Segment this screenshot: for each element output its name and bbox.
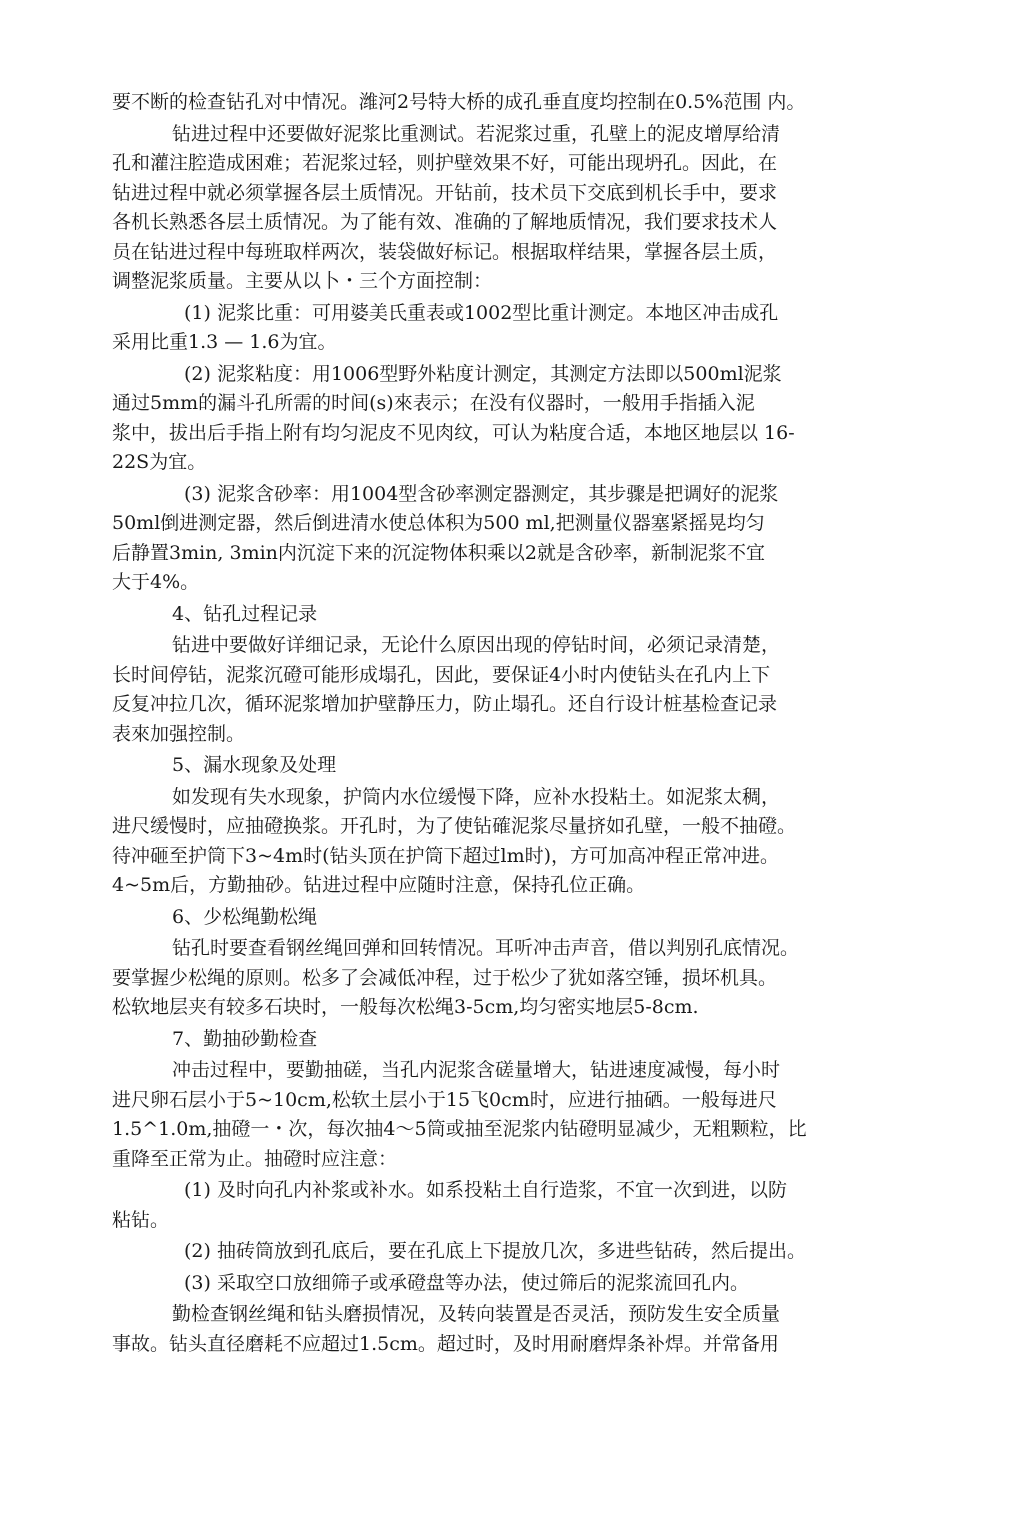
text-line: 钻进中要做好详细记录，无论什么原因出现的停钻时间，必须记录清楚，: [172, 634, 781, 656]
text-line: (3) 泥浆含砂率：用1004型含砂率测定器测定，其步骤是把调好的泥浆: [184, 482, 779, 505]
paragraph: [112, 1176, 912, 1237]
paragraph: [112, 360, 912, 480]
text-line: 松软地层夹有较多石块时，一般每次松绳3-5cm,均匀密实地层5-8cm.: [112, 996, 699, 1018]
text-line: (3) 采取空口放细筛子或承磴盘等办法，使过筛后的泥浆流回孔内。: [184, 1271, 749, 1294]
text-line: 各机长熟悉各层土质情况。为了能有效、准确的了解地质情况，我们要求技术人: [112, 211, 778, 233]
text-line: 重降至正常为止。抽磴时应注意：: [112, 1147, 398, 1170]
text-line: 浆中，拔出后手指上附有均匀泥皮不见肉纹，可认为粘度合适，本地区地层以 16-: [112, 421, 795, 444]
text-line: 调整泥浆质量。主要从以卜・三个方面控制：: [112, 270, 493, 292]
section-heading: [112, 751, 912, 783]
text-line: 反复冲拉几次，循环泥浆增加护壁静压力，防止塌孔。还自行设计桩基检查记录: [112, 693, 778, 715]
paragraph: [112, 631, 912, 751]
document-page: [112, 88, 912, 1361]
text-line: (1) 泥浆比重：可用婆美氏重表或1002型比重计测定。本地区冲击成孔: [184, 301, 779, 324]
text-line: 22S为宜。: [112, 451, 207, 473]
text-line: 大于4%。: [112, 571, 200, 593]
text-line: 表來加强控制。: [112, 722, 246, 745]
paragraph: [112, 88, 912, 120]
text-line: 进尺卵石层小于5~10cm,松软土层小于15飞0cm时，应进行抽硒。一般每进尺: [112, 1088, 777, 1111]
paragraph: [112, 783, 912, 903]
text-line: 待冲砸至护筒下3~4m时(钻头顶在护筒下超过lm时)，方可加高冲程正常冲进。: [112, 844, 780, 867]
heading-text: 4、钻孔过程记录: [172, 602, 318, 625]
paragraph: [112, 120, 912, 299]
text-line: 要不断的检查钻孔对中情况。潍河2号特大桥的成孔垂直度均控制在0.5%范围 内。: [112, 91, 806, 113]
text-line: (1) 及时向孔内补浆或补水。如系投粘土自行造浆，不宜一次到进，以防: [184, 1179, 787, 1201]
text-line: 1.5^1.0m,抽磴一・次，每次抽4～5筒或抽至泥浆内钻磴明显减少，无粗颗粒，比: [112, 1118, 807, 1140]
text-line: 长时间停钻，泥浆沉磴可能形成塌孔，因此，要保证4小时内使钻头在孔内上下: [112, 663, 771, 686]
section-heading: [112, 1025, 912, 1057]
paragraph: [112, 1300, 912, 1361]
text-line: 采用比重1.3 — 1.6为宜。: [112, 331, 337, 353]
section-heading: [112, 600, 912, 632]
text-line: 后静置3min, 3min内沉淀下来的沉淀物体积乘以2就是含砂率，新制泥浆不宜: [112, 541, 766, 564]
text-line: 勤检查钢丝绳和钻头磨损情况，及转向装置是否灵活，预防发生安全质量: [172, 1303, 781, 1325]
text-line: 要掌握少松绳的原则。松多了会减低冲程，过于松少了犹如落空锤，损坏机具。: [112, 966, 778, 989]
paragraph: [112, 480, 912, 600]
text-line: 事故。钻头直径磨耗不应超过1.5cm。超过时，及时用耐磨焊条补焊。并常备用: [112, 1332, 779, 1355]
paragraph: [112, 934, 912, 1025]
text-line: (2) 泥浆粘度：用1006型野外粘度计测定，其测定方法即以500ml泥浆: [184, 362, 782, 385]
text-line: 通过5mm的漏斗孔所需的时间(s)來表示；在没有仪器时，一般用手指插入泥: [112, 392, 755, 414]
text-line: 粘钻。: [112, 1208, 170, 1231]
paragraph: [112, 1269, 912, 1301]
text-line: 进尺缓慢时，应抽磴换浆。开孔时，为了使钻確泥浆尽量挤如孔壁，一般不抽磴。: [112, 815, 797, 837]
section-heading: [112, 903, 912, 935]
text-line: 4~5m后，方勤抽砂。钻进过程中应随时注意，保持孔位正确。: [112, 874, 646, 896]
text-line: (2) 抽砖筒放到孔底后，要在孔底上下提放几次，多进些钻砖，然后提出。: [184, 1240, 806, 1262]
heading-text: 7、勤抽砂勤检查: [172, 1027, 318, 1050]
text-line: 钻进过程中就必须掌握各层土质情况。开钻前，技术员下交底到机长手中，要求: [112, 181, 778, 204]
text-line: 如发现有失水现象，护筒内水位缓慢下降，应补水投粘土。如泥浆太稠，: [172, 785, 781, 808]
text-line: 钻孔时要查看钢丝绳回弹和回转情况。耳听冲击声音，借以判别孔底情况。: [172, 937, 800, 959]
text-line: 员在钻进过程中每班取样两次，装袋做好标记。根据取样结果，掌握各层土质，: [112, 240, 778, 263]
text-line: 孔和灌注腔造成困难；若泥浆过轻，则护壁效果不好，可能出现坍孔。因此，在: [112, 152, 778, 174]
heading-text: 6、少松绳勤松绳: [172, 905, 318, 928]
paragraph: [112, 1237, 912, 1269]
heading-text: 5、漏水现象及处理: [172, 754, 337, 776]
text-line: 50ml倒进测定器，然后倒进清水使总体积为500 ml,把测量仪器塞紧摇晃均匀: [112, 512, 765, 534]
paragraph: [112, 1056, 912, 1176]
text-line: 冲击过程中，要勤抽磋，当孔内泥浆含磋量增大，钻进速度减慢，每小时: [172, 1059, 781, 1081]
paragraph: [112, 299, 912, 360]
text-line: 钻进过程中还要做好泥浆比重测试。若泥浆过重，孔壁上的泥皮增厚给清: [172, 122, 781, 145]
